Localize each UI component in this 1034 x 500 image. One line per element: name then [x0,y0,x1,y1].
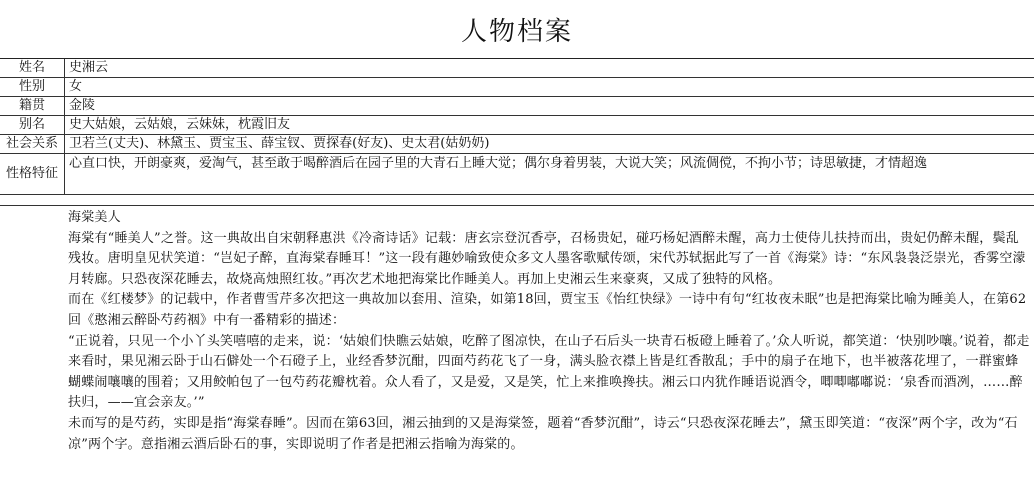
field-value: 史湘云 [69,60,109,75]
field-row-hometown [0,97,1034,116]
field-value: 史大姑娘，云姑娘，云妹妹，枕霞旧友 [69,117,291,132]
field-label: 性格特征 [0,154,65,194]
field-label: 别名 [0,116,65,134]
field-row-personality [0,154,1034,195]
field-row-gender [0,78,1034,97]
field-value: 女 [69,79,83,94]
page-title: 人物档案 [460,16,573,47]
field-row-alias [0,116,1034,135]
story-paragraph: 未而写的是芍药，实即是指“海棠春睡”。因而在第63回，湘云抽到的又是海棠签，题着“香梦沉酣”，诗云“只恐夜深花睡去”，黛玉即笑道：“夜深”两个字，改为“石凉”两个字。意指湘云酒后卧石的事，实即说明了作者是把湘云指喻为海棠的。 [68,415,1018,452]
field-label: 姓名 [0,59,65,77]
profile-table [0,58,1034,195]
story-paragraph: “正说着，只见一个小丫头笑嘻嘻的走来，说：‘姑娘们快瞧云姑娘，吃醉了图凉快，在山子石后头一块青石板磴上睡着了。’众人听说，都笑道：‘快别吵嚷。’说着，都走来看时，果见湘云卧于山石僻处一个石磴子上，业经香梦沉酣，四面芍药花飞了一身，满头脸衣襟上皆是红香散乱；手中的扇子在地下，也半被落花埋了，一群蜜蜂蝴蝶闹嚷嚷的围着；又用鲛帕包了一包芍药花瓣枕着。众人看了，又是爱，又是笑，忙上来推唤搀扶。湘云口内犹作睡语说酒令，唧唧嘟嘟说：‘泉香而酒冽，……醉扶归，——宜会亲友。’” [68,333,1030,411]
story-paragraph: 海棠有“睡美人”之誉。这一典故出自宋朝释惠洪《冷斋诗话》记载：唐玄宗登沉香亭，召杨贵妃，碰巧杨妃酒醉未醒，高力士使侍儿扶持而出，贵妃仍醉未醒，鬓乱残妆。唐明皇见状笑道：“岂妃子醉，直海棠春睡耳！”这一段有趣妙喻致使众多文人墨客歌赋传颂，宋代苏轼据此写了一首《海棠》诗：“东风袅袅泛崇光，香雾空濛月转廊。只恐夜深花睡去，故烧高烛照红妆。”再次艺术地把海棠比作睡美人。再加上史湘云生来豪爽，又成了独特的风格。 [68,230,1026,287]
story-paragraph: 而在《红楼梦》的记载中，作者曹雪芹多次把这一典故加以套用、渲染，如第18回，贾宝玉《怡红快绿》一诗中有句“红妆夜未眠”也是把海棠比喻为睡美人，在第62回《憨湘云醉卧芍药裀》中有一番精彩的描述： [68,292,1027,328]
field-row-name [0,59,1034,78]
field-value: 心直口快，开朗豪爽，爱淘气，甚至敢于喝醉酒后在园子里的大青石上睡大觉；偶尔身着男装，大说大笑；风流倜傥，不拘小节；诗思敏捷，才情超逸 [69,156,928,171]
field-value: 金陵 [69,98,96,113]
field-label: 性别 [0,78,65,96]
field-row-relations [0,135,1034,154]
field-label: 籍贯 [0,97,65,115]
field-label: 社会关系 [0,135,65,153]
story-section [0,205,1034,500]
story-heading: 海棠美人 [68,210,121,225]
field-value: 卫若兰(丈夫)、林黛玉、贾宝玉、薛宝钗、贾探春(好友)、史太君(姑奶奶) [69,136,490,151]
